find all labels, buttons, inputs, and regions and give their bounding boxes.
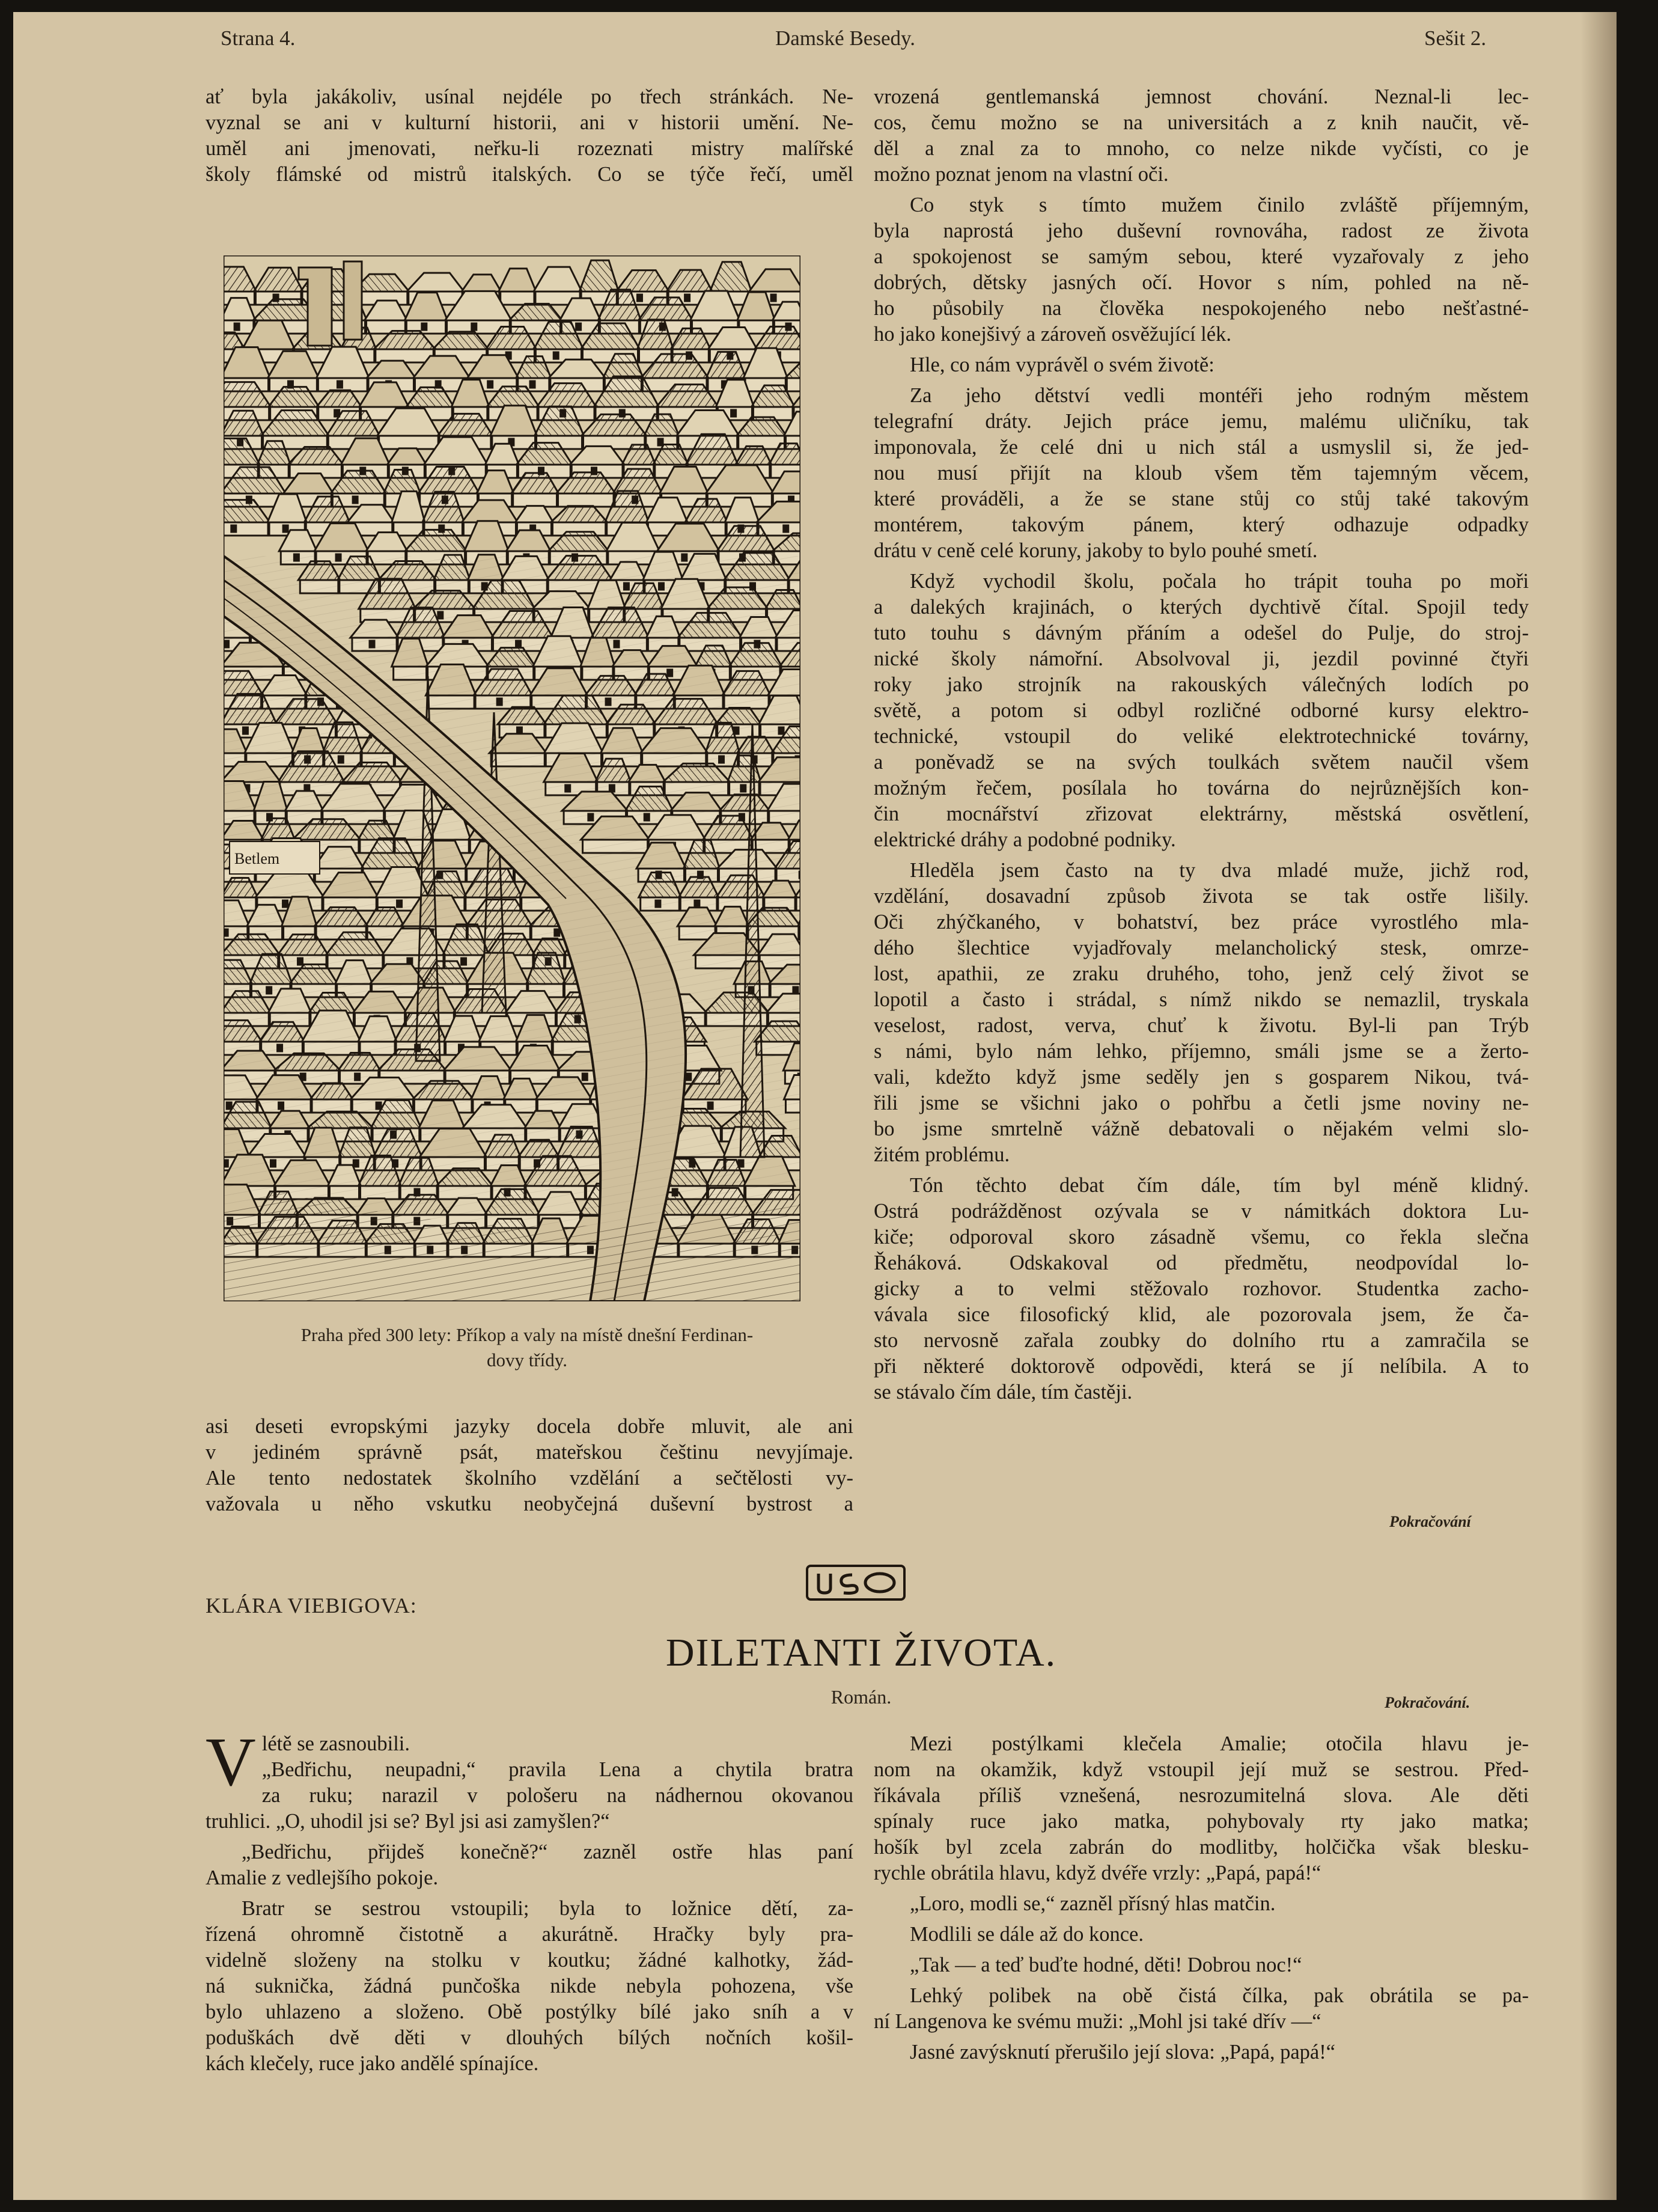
window-shape [731, 410, 736, 417]
paragraph [874, 1891, 1529, 1917]
text-line: nou musí přijít na kloub všem těm tajemným věcem, [874, 462, 1529, 484]
text-line: ní Langenova ke svému muži: „Mohl jsi také dřív —“ [874, 2010, 1321, 2033]
illustration-label: Betlem [234, 850, 280, 867]
text-line: poduškách dvě děti v dlouhých bílých nočních košil- [206, 2026, 853, 2049]
paragraph [874, 569, 1529, 853]
caption-line: Praha před 300 lety: Příkop a valy na místě dnešní Ferdinan- [300, 1324, 754, 1345]
text-line: važovala u něho vskutku neobyčejná duševní bystrost a [206, 1492, 853, 1515]
window-shape [353, 496, 358, 503]
window-shape [337, 381, 342, 388]
text-line: se stávalo čím dále, tím častěji. [874, 1381, 1133, 1404]
paragraph [874, 2039, 1529, 2065]
window-shape [771, 295, 776, 301]
wall-shape [379, 436, 439, 449]
paragraph [206, 1757, 853, 1835]
novel-text-left [206, 1724, 853, 2077]
text-line: řili jsme se všichni jako o pohřbu a četli jsme noviny ne- [874, 1092, 1529, 1114]
text-line: „Loro, modli se,“ zazněl přísný hlas matčin. [910, 1892, 1276, 1915]
text-line: byla naprostá jeho duševní rovnováha, radost ze života [874, 219, 1529, 242]
text-line: Amalie z vedlejšího pokoje. [206, 1866, 439, 1889]
text-line: možným řečem, posílala ho továrna do nejrůznějších kon- [874, 777, 1529, 799]
text-line: Hleděla jsem často na ty dva mladé muže, jichž rod, [910, 859, 1529, 882]
text-line: uměl ani jmenovati, neřku-li rozeznati mistry malířské [206, 137, 853, 160]
text-line: „Bedřichu, přijdeš konečně?“ zazněl ostře hlas paní [242, 1841, 853, 1863]
text-line: Za jeho dětství vedli montéři jeho rodným městem [910, 384, 1529, 407]
paragraph [874, 84, 1529, 188]
text-line: imponovala, že celé dni u nich stál a usmyslil si, že jed- [874, 436, 1529, 459]
text-line: hošík byl zcela zabrán do modlitby, holčička však blesku- [874, 1836, 1529, 1859]
window-shape [234, 323, 239, 330]
paragraph [874, 383, 1529, 564]
text-line: bo jsme smrtelně vážně debatovali o nějakém velmi slo- [874, 1117, 1529, 1140]
paragraph [206, 1896, 853, 2077]
text-line: „Bedřichu, neupadni,“ pravila Lena a chytila bratra [261, 1758, 853, 1781]
novel-subtitle: Román. [831, 1686, 892, 1708]
text-line: Modlili se dále až do konce. [910, 1923, 1144, 1946]
text-line: montérem, takovým pánem, který odhazuje odpadky [874, 513, 1529, 536]
wall-shape [787, 378, 800, 391]
text-line: Mezi postýlkami klečela Amalie; otočila hlavu je- [910, 1732, 1529, 1755]
text-line: Řeháková. Odskakoval od předmětu, neodpovídal lo- [874, 1251, 1529, 1274]
text-line: bylo uhlazeno a složeno. Obě postýlky bílé jako sníh a v [206, 2000, 853, 2023]
text-line: školy flámské od mistrů italských. Co se týče řečí, uměl [206, 163, 853, 186]
text-line: nické školy námořní. Absolvoval ji, jezdil povinné čtyři [874, 647, 1529, 670]
text-line: Ale tento nedostatek školního vzdělání a sečtělosti vy- [206, 1467, 853, 1489]
text-line: světě, a potom si odbyl rozličné odborné kursy elektro- [874, 699, 1529, 722]
text-line: asi deseti evropskými jazyky docela dobře mluvit, ale ani [206, 1415, 853, 1438]
paragraph [874, 1731, 1529, 1886]
text-line: vali, kdežto když jsme seděly jen s gosparem Nikou, tvá- [874, 1066, 1529, 1089]
text-line: sto nervosně zařala zoubky do dolního rtu a zamračila se [874, 1329, 1529, 1352]
text-line: Jasné zavýsknutí přerušilo její slova: „Papá, papá!“ [910, 2041, 1335, 2064]
text-line: lopotil a často i strádal, s nímž nikdo se nemazlil, tryskala [874, 988, 1529, 1011]
text-line: technické, vstoupil do veliké elektrotechnické továrny, [874, 725, 1529, 748]
article-text-right [874, 84, 1529, 1405]
issue-number: Sešit 2. [1424, 26, 1487, 50]
paragraph [874, 1983, 1529, 2035]
text-line: vzdělání, dosavadní způsob života se tak ostře lišily. [874, 885, 1529, 908]
article-text-bottom-left [206, 1414, 853, 1517]
wall-shape [513, 493, 557, 507]
novel-text-right [874, 1731, 1529, 2065]
window-shape [658, 439, 663, 445]
text-line: ho působily na člověka nespokojeného nebo nešťastné- [874, 297, 1529, 320]
text-line: truhlici. „O, uhodil jsi se? Byl jsi asi zamyšlen?“ [206, 1810, 610, 1833]
text-line: Tón těchto debat čím dále, tím byl méně klidný. [910, 1174, 1529, 1197]
paragraph [874, 192, 1529, 347]
novel-title: DILETANTI ŽIVOTA. [665, 1631, 1057, 1675]
text-line: kiče; odporoval skoro zásadně všemu, co řekla slečna [874, 1226, 1529, 1248]
text-line: gicky a to velmi stěžovalo rozhovor. Studentka zacho- [874, 1277, 1529, 1300]
text-line: možno poznat jenom na vlastní oči. [874, 163, 1169, 186]
text-line: telegrafní dráty. Jejich práce jemu, malému uličníku, tak [874, 410, 1529, 433]
text-line: Lehký polibek na obě čistá čílka, pak obrátila se pa- [910, 1984, 1529, 2007]
text-line: Oči zhýčkaného, v bohatství, bez práce vyrostlého mla- [874, 911, 1529, 933]
wall-shape [558, 493, 614, 507]
window-shape [530, 381, 535, 388]
text-line: rychle obrátila hlavu, když dvéře vrzly: „Papá, papá!“ [874, 1862, 1321, 1884]
text-line: za ruku; narazil v pološeru na nádhernou okovanou [261, 1784, 853, 1807]
window-shape [488, 381, 493, 388]
text-line: Když vychodil školu, počala ho trápit touha po moři [910, 570, 1529, 593]
text-line: cos, čemu možno se na universitách a z knih naučit, vě- [874, 111, 1529, 134]
text-line: v jediném správně psát, mateřskou češtinu nevyjímaje. [206, 1441, 853, 1464]
page-number: Strana 4. [221, 26, 296, 50]
text-line: a spokojenost se samým sebou, které vyzařovaly z jeho [874, 245, 1529, 268]
text-line: které prováděli, a že se stane stůj co stůj také takovým [874, 487, 1529, 510]
paragraph [874, 1952, 1529, 1978]
text-line: vrozená gentlemanská jemnost chování. Neznal-li lec- [874, 85, 1529, 108]
text-line: Bratr se sestrou vstoupili; byla to ložnice dětí, za- [242, 1897, 853, 1920]
paragraph [206, 1839, 853, 1891]
text-line: vyznal se ani v kulturní historii, ani v historii umění. Ne- [206, 111, 853, 134]
text-line: říkávala příliš vznešená, nesrozumitelná slova. Ale děti [874, 1784, 1529, 1807]
text-line: a dalekých krajinách, o kterých dychtivě čítal. Spojil tedy [874, 596, 1529, 619]
magazine-title: Damské Besedy. [775, 26, 915, 50]
text-line: s námi, bylo nám lehko, příjemno, smáli jsme se a žerto- [874, 1040, 1529, 1063]
paragraph [874, 858, 1529, 1168]
text-line: spínaly ruce jako matka, pohybovaly rty jako matka; [874, 1810, 1529, 1833]
text-line: ať byla jakákoliv, usínal nejdéle po třech stránkách. Ne- [206, 85, 853, 108]
window-shape [231, 525, 236, 532]
drop-cap: V [206, 1724, 256, 1801]
text-line: děl a znal za to mnoho, co nelze nikde vyčísti, co je [874, 137, 1529, 160]
paragraph [874, 1922, 1529, 1948]
text-line: ho jako konejšivý a zároveň osvěžující lék. [874, 323, 1231, 346]
text-line: videlně složeny na stolku v koutku; žádné kalhotky, žád- [206, 1949, 853, 1972]
article-continued-note: Pokračování [1389, 1513, 1471, 1530]
paragraph [874, 1173, 1529, 1405]
text-line: lost, apathii, ze zraku druhého, toho, jenž celý život se [874, 962, 1529, 985]
window-shape [637, 295, 642, 301]
text-line: řízená ohromně čistotně a akurátně. Hračky byly pra- [206, 1923, 853, 1946]
text-line: a poněvadž se na svých toulkách světem naučil všem [874, 751, 1529, 774]
caption-line: dovy třídy. [486, 1349, 568, 1370]
wall-shape [501, 292, 534, 305]
wall-shape [224, 522, 268, 536]
text-line: Co styk s tímto mužem činilo zvláště příjemným, [910, 194, 1529, 216]
novel-author: KLÁRA VIEBIGOVA: [206, 1593, 417, 1618]
text-line: drátu v ceně celé koruny, jakoby to bylo pouhé smetí. [874, 539, 1318, 562]
text-line: kách klečely, ruce jako andělé spínajíce. [206, 2052, 539, 2075]
text-line: nom na okamžik, když vstoupil její muž se sestrou. Před- [874, 1758, 1529, 1781]
text-line: veselost, radost, verva, chuť k životu. Byl-li pan Trýb [874, 1014, 1529, 1037]
text-line: roky jako strojník na rakouských válečných lodích po [874, 673, 1529, 696]
novel-continued-note: Pokračování. [1385, 1694, 1471, 1711]
text-line: tuto touhu s dávným přáním a odešel do Pulje, do stroj- [874, 622, 1529, 644]
novel-first-line: létě se zasnoubili. [261, 1732, 410, 1755]
text-line: Ostrá podrážděnost ozývala se v námitkách doktora Lu- [874, 1200, 1529, 1223]
text-line: vávala sice filosofický klid, ale pozorovala jsem, že ča- [874, 1303, 1529, 1326]
text-line: elektrické dráhy a podobné podniky. [874, 828, 1176, 851]
window-shape [784, 525, 788, 532]
magazine-page [13, 12, 1617, 2200]
text-line: při některé doktorově odpovědi, která se jí nelíbila. A to [874, 1355, 1529, 1378]
publisher-ornament-icon [805, 1564, 906, 1601]
window-shape [553, 352, 558, 359]
text-line: ná suknička, žádná punčoška nikde nebyla pohozena, vše [206, 1975, 853, 1997]
window-shape [685, 295, 690, 301]
novel-left-body [206, 1757, 853, 2077]
illustration-caption [194, 1322, 861, 1373]
article-text-top-left [206, 84, 853, 188]
window-shape [283, 525, 288, 532]
text-line: žitém problému. [874, 1143, 1010, 1166]
window-shape [422, 323, 427, 330]
paragraph [874, 352, 1529, 378]
text-line: Hle, co nám vyprávěl o svém životě: [910, 353, 1215, 376]
text-line: dého šlechtice vyjadřovaly melancholický stesk, omrze- [874, 936, 1529, 959]
prague-engraving-illustration [224, 255, 800, 1301]
window-shape [472, 323, 477, 330]
text-line: čin mocnářství zřizovat elektrárny, městská osvětlení, [874, 802, 1529, 825]
text-line: „Tak — a teď buďte hodné, děti! Dobrou noc!“ [910, 1954, 1302, 1976]
text-line: dobrých, dětsky jasných očí. Hovor s ním, pohled na ně- [874, 271, 1529, 294]
window-shape [576, 323, 581, 330]
